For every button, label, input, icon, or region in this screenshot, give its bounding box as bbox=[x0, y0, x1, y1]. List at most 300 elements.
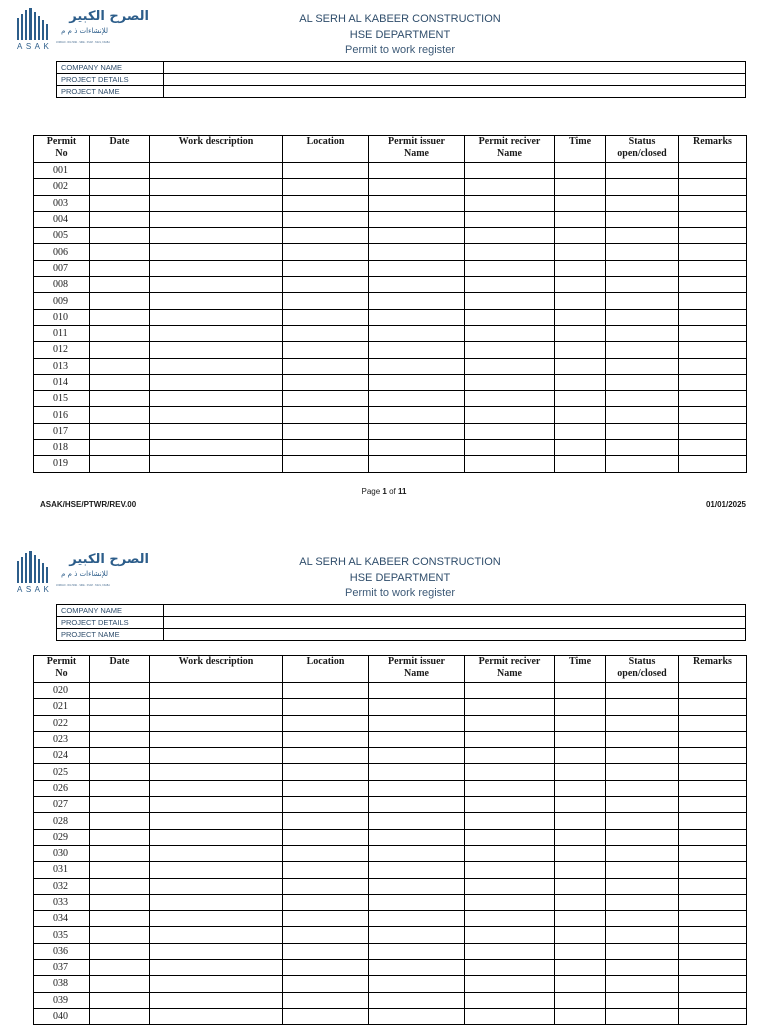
table-cell[interactable] bbox=[150, 894, 283, 910]
table-cell[interactable] bbox=[606, 862, 679, 878]
table-cell[interactable] bbox=[555, 423, 606, 439]
table-cell[interactable] bbox=[369, 715, 465, 731]
table-cell[interactable] bbox=[90, 976, 150, 992]
table-cell[interactable] bbox=[679, 244, 747, 260]
table-cell[interactable] bbox=[465, 342, 555, 358]
table-cell[interactable] bbox=[606, 715, 679, 731]
table-cell[interactable] bbox=[606, 211, 679, 227]
table-cell[interactable] bbox=[555, 260, 606, 276]
table-cell[interactable] bbox=[283, 780, 369, 796]
table-cell[interactable] bbox=[150, 764, 283, 780]
table-cell[interactable] bbox=[465, 407, 555, 423]
table-cell[interactable] bbox=[90, 829, 150, 845]
table-cell[interactable] bbox=[90, 293, 150, 309]
table-cell[interactable] bbox=[150, 813, 283, 829]
table-cell[interactable] bbox=[465, 358, 555, 374]
table-cell[interactable] bbox=[90, 342, 150, 358]
table-cell[interactable] bbox=[465, 764, 555, 780]
table-cell[interactable] bbox=[606, 293, 679, 309]
table-cell[interactable] bbox=[555, 813, 606, 829]
table-cell[interactable] bbox=[283, 960, 369, 976]
table-cell[interactable] bbox=[369, 325, 465, 341]
table-cell[interactable] bbox=[283, 179, 369, 195]
table-cell[interactable] bbox=[465, 211, 555, 227]
table-cell[interactable] bbox=[465, 829, 555, 845]
table-cell[interactable] bbox=[555, 927, 606, 943]
table-cell[interactable] bbox=[555, 976, 606, 992]
table-cell[interactable] bbox=[369, 699, 465, 715]
table-cell[interactable] bbox=[90, 813, 150, 829]
table-cell[interactable] bbox=[369, 1008, 465, 1024]
table-cell[interactable] bbox=[369, 943, 465, 959]
table-cell[interactable] bbox=[150, 731, 283, 747]
table-cell[interactable] bbox=[283, 358, 369, 374]
table-cell[interactable] bbox=[555, 391, 606, 407]
table-cell[interactable] bbox=[465, 374, 555, 390]
table-cell[interactable] bbox=[283, 699, 369, 715]
table-cell[interactable] bbox=[369, 927, 465, 943]
table-cell[interactable] bbox=[369, 293, 465, 309]
table-cell[interactable] bbox=[606, 407, 679, 423]
table-cell[interactable] bbox=[465, 277, 555, 293]
table-cell[interactable] bbox=[150, 325, 283, 341]
table-cell[interactable] bbox=[90, 423, 150, 439]
table-cell[interactable] bbox=[369, 797, 465, 813]
company-name-field[interactable] bbox=[164, 62, 746, 74]
table-cell[interactable] bbox=[555, 862, 606, 878]
table-cell[interactable] bbox=[150, 699, 283, 715]
table-cell[interactable] bbox=[369, 780, 465, 796]
table-cell[interactable] bbox=[679, 407, 747, 423]
table-cell[interactable] bbox=[150, 244, 283, 260]
table-cell[interactable] bbox=[679, 992, 747, 1008]
table-cell[interactable] bbox=[150, 195, 283, 211]
table-cell[interactable] bbox=[679, 228, 747, 244]
table-cell[interactable] bbox=[555, 440, 606, 456]
table-cell[interactable] bbox=[283, 423, 369, 439]
table-cell[interactable] bbox=[369, 440, 465, 456]
table-cell[interactable] bbox=[369, 976, 465, 992]
table-cell[interactable] bbox=[555, 797, 606, 813]
table-cell[interactable] bbox=[679, 293, 747, 309]
table-cell[interactable] bbox=[555, 325, 606, 341]
table-cell[interactable] bbox=[369, 845, 465, 861]
table-cell[interactable] bbox=[369, 195, 465, 211]
table-cell[interactable] bbox=[679, 911, 747, 927]
table-cell[interactable] bbox=[90, 748, 150, 764]
table-cell[interactable] bbox=[150, 211, 283, 227]
table-cell[interactable] bbox=[606, 797, 679, 813]
table-cell[interactable] bbox=[555, 699, 606, 715]
table-cell[interactable] bbox=[679, 927, 747, 943]
table-cell[interactable] bbox=[283, 976, 369, 992]
table-cell[interactable] bbox=[369, 862, 465, 878]
table-cell[interactable] bbox=[90, 715, 150, 731]
table-cell[interactable] bbox=[555, 374, 606, 390]
table-cell[interactable] bbox=[90, 277, 150, 293]
table-cell[interactable] bbox=[369, 260, 465, 276]
table-cell[interactable] bbox=[369, 683, 465, 699]
table-cell[interactable] bbox=[465, 1008, 555, 1024]
table-cell[interactable] bbox=[465, 862, 555, 878]
table-cell[interactable] bbox=[679, 1008, 747, 1024]
table-cell[interactable] bbox=[150, 911, 283, 927]
table-cell[interactable] bbox=[679, 878, 747, 894]
table-cell[interactable] bbox=[150, 715, 283, 731]
table-cell[interactable] bbox=[90, 894, 150, 910]
table-cell[interactable] bbox=[606, 927, 679, 943]
table-cell[interactable] bbox=[606, 764, 679, 780]
project-name-field[interactable] bbox=[164, 629, 746, 641]
table-cell[interactable] bbox=[150, 423, 283, 439]
table-cell[interactable] bbox=[283, 797, 369, 813]
table-cell[interactable] bbox=[555, 358, 606, 374]
table-cell[interactable] bbox=[90, 943, 150, 959]
table-cell[interactable] bbox=[150, 179, 283, 195]
table-cell[interactable] bbox=[606, 976, 679, 992]
table-cell[interactable] bbox=[465, 927, 555, 943]
table-cell[interactable] bbox=[150, 862, 283, 878]
table-cell[interactable] bbox=[283, 764, 369, 780]
table-cell[interactable] bbox=[150, 1008, 283, 1024]
table-cell[interactable] bbox=[369, 179, 465, 195]
table-cell[interactable] bbox=[679, 731, 747, 747]
table-cell[interactable] bbox=[465, 309, 555, 325]
table-cell[interactable] bbox=[150, 960, 283, 976]
table-cell[interactable] bbox=[150, 943, 283, 959]
table-cell[interactable] bbox=[90, 764, 150, 780]
table-cell[interactable] bbox=[679, 309, 747, 325]
table-cell[interactable] bbox=[90, 1008, 150, 1024]
table-cell[interactable] bbox=[150, 440, 283, 456]
table-cell[interactable] bbox=[90, 407, 150, 423]
table-cell[interactable] bbox=[465, 293, 555, 309]
table-cell[interactable] bbox=[283, 195, 369, 211]
table-cell[interactable] bbox=[606, 423, 679, 439]
table-cell[interactable] bbox=[679, 440, 747, 456]
table-cell[interactable] bbox=[679, 943, 747, 959]
table-cell[interactable] bbox=[679, 195, 747, 211]
table-cell[interactable] bbox=[465, 894, 555, 910]
table-cell[interactable] bbox=[606, 309, 679, 325]
project-details-field[interactable] bbox=[164, 74, 746, 86]
table-cell[interactable] bbox=[606, 374, 679, 390]
project-details-field[interactable] bbox=[164, 617, 746, 629]
table-cell[interactable] bbox=[150, 927, 283, 943]
table-cell[interactable] bbox=[606, 163, 679, 179]
table-cell[interactable] bbox=[369, 244, 465, 260]
table-cell[interactable] bbox=[283, 748, 369, 764]
table-cell[interactable] bbox=[679, 715, 747, 731]
table-cell[interactable] bbox=[150, 748, 283, 764]
table-cell[interactable] bbox=[606, 731, 679, 747]
table-cell[interactable] bbox=[90, 440, 150, 456]
table-cell[interactable] bbox=[369, 894, 465, 910]
table-cell[interactable] bbox=[90, 731, 150, 747]
table-cell[interactable] bbox=[369, 277, 465, 293]
table-cell[interactable] bbox=[283, 813, 369, 829]
table-cell[interactable] bbox=[283, 829, 369, 845]
table-cell[interactable] bbox=[90, 260, 150, 276]
table-cell[interactable] bbox=[679, 374, 747, 390]
table-cell[interactable] bbox=[555, 179, 606, 195]
table-cell[interactable] bbox=[606, 342, 679, 358]
table-cell[interactable] bbox=[369, 813, 465, 829]
table-cell[interactable] bbox=[679, 456, 747, 472]
table-cell[interactable] bbox=[369, 342, 465, 358]
table-cell[interactable] bbox=[606, 683, 679, 699]
table-cell[interactable] bbox=[369, 878, 465, 894]
table-cell[interactable] bbox=[90, 960, 150, 976]
table-cell[interactable] bbox=[679, 391, 747, 407]
table-cell[interactable] bbox=[90, 195, 150, 211]
table-cell[interactable] bbox=[90, 391, 150, 407]
table-cell[interactable] bbox=[465, 960, 555, 976]
table-cell[interactable] bbox=[465, 748, 555, 764]
table-cell[interactable] bbox=[465, 976, 555, 992]
table-cell[interactable] bbox=[555, 163, 606, 179]
table-cell[interactable] bbox=[90, 325, 150, 341]
table-cell[interactable] bbox=[555, 1008, 606, 1024]
table-cell[interactable] bbox=[150, 780, 283, 796]
table-cell[interactable] bbox=[679, 179, 747, 195]
table-cell[interactable] bbox=[606, 699, 679, 715]
table-cell[interactable] bbox=[555, 764, 606, 780]
table-cell[interactable] bbox=[90, 845, 150, 861]
table-cell[interactable] bbox=[369, 358, 465, 374]
table-cell[interactable] bbox=[150, 374, 283, 390]
table-cell[interactable] bbox=[465, 845, 555, 861]
table-cell[interactable] bbox=[606, 260, 679, 276]
table-cell[interactable] bbox=[150, 878, 283, 894]
table-cell[interactable] bbox=[283, 228, 369, 244]
table-cell[interactable] bbox=[465, 780, 555, 796]
table-cell[interactable] bbox=[606, 325, 679, 341]
table-cell[interactable] bbox=[283, 911, 369, 927]
table-cell[interactable] bbox=[606, 1008, 679, 1024]
table-cell[interactable] bbox=[283, 260, 369, 276]
table-cell[interactable] bbox=[606, 960, 679, 976]
table-cell[interactable] bbox=[465, 911, 555, 927]
table-cell[interactable] bbox=[606, 179, 679, 195]
table-cell[interactable] bbox=[283, 163, 369, 179]
table-cell[interactable] bbox=[465, 992, 555, 1008]
table-cell[interactable] bbox=[606, 358, 679, 374]
table-cell[interactable] bbox=[555, 829, 606, 845]
table-cell[interactable] bbox=[150, 228, 283, 244]
table-cell[interactable] bbox=[90, 780, 150, 796]
table-cell[interactable] bbox=[283, 211, 369, 227]
table-cell[interactable] bbox=[679, 342, 747, 358]
table-cell[interactable] bbox=[369, 911, 465, 927]
table-cell[interactable] bbox=[465, 391, 555, 407]
table-cell[interactable] bbox=[465, 731, 555, 747]
table-cell[interactable] bbox=[283, 715, 369, 731]
table-cell[interactable] bbox=[283, 894, 369, 910]
table-cell[interactable] bbox=[90, 456, 150, 472]
table-cell[interactable] bbox=[90, 927, 150, 943]
table-cell[interactable] bbox=[606, 845, 679, 861]
table-cell[interactable] bbox=[465, 456, 555, 472]
table-cell[interactable] bbox=[369, 764, 465, 780]
table-cell[interactable] bbox=[465, 813, 555, 829]
table-cell[interactable] bbox=[679, 797, 747, 813]
table-cell[interactable] bbox=[679, 862, 747, 878]
table-cell[interactable] bbox=[555, 407, 606, 423]
table-cell[interactable] bbox=[465, 325, 555, 341]
table-cell[interactable] bbox=[90, 179, 150, 195]
table-cell[interactable] bbox=[283, 992, 369, 1008]
table-cell[interactable] bbox=[606, 878, 679, 894]
table-cell[interactable] bbox=[606, 244, 679, 260]
table-cell[interactable] bbox=[679, 211, 747, 227]
table-cell[interactable] bbox=[606, 894, 679, 910]
table-cell[interactable] bbox=[555, 960, 606, 976]
table-cell[interactable] bbox=[679, 277, 747, 293]
table-cell[interactable] bbox=[283, 244, 369, 260]
table-cell[interactable] bbox=[369, 163, 465, 179]
table-cell[interactable] bbox=[555, 992, 606, 1008]
table-cell[interactable] bbox=[555, 211, 606, 227]
table-cell[interactable] bbox=[90, 211, 150, 227]
table-cell[interactable] bbox=[555, 293, 606, 309]
table-cell[interactable] bbox=[283, 391, 369, 407]
table-cell[interactable] bbox=[90, 374, 150, 390]
table-cell[interactable] bbox=[555, 228, 606, 244]
table-cell[interactable] bbox=[283, 342, 369, 358]
table-cell[interactable] bbox=[283, 277, 369, 293]
table-cell[interactable] bbox=[465, 797, 555, 813]
table-cell[interactable] bbox=[90, 163, 150, 179]
table-cell[interactable] bbox=[283, 293, 369, 309]
table-cell[interactable] bbox=[369, 829, 465, 845]
table-cell[interactable] bbox=[283, 878, 369, 894]
table-cell[interactable] bbox=[150, 342, 283, 358]
table-cell[interactable] bbox=[555, 780, 606, 796]
table-cell[interactable] bbox=[465, 423, 555, 439]
table-cell[interactable] bbox=[283, 407, 369, 423]
table-cell[interactable] bbox=[679, 748, 747, 764]
table-cell[interactable] bbox=[283, 683, 369, 699]
table-cell[interactable] bbox=[679, 813, 747, 829]
table-cell[interactable] bbox=[150, 163, 283, 179]
table-cell[interactable] bbox=[679, 960, 747, 976]
table-cell[interactable] bbox=[369, 960, 465, 976]
table-cell[interactable] bbox=[606, 456, 679, 472]
table-cell[interactable] bbox=[369, 748, 465, 764]
table-cell[interactable] bbox=[369, 374, 465, 390]
table-cell[interactable] bbox=[369, 407, 465, 423]
table-cell[interactable] bbox=[90, 244, 150, 260]
table-cell[interactable] bbox=[90, 911, 150, 927]
table-cell[interactable] bbox=[369, 391, 465, 407]
table-cell[interactable] bbox=[283, 325, 369, 341]
table-cell[interactable] bbox=[555, 244, 606, 260]
table-cell[interactable] bbox=[555, 878, 606, 894]
table-cell[interactable] bbox=[150, 797, 283, 813]
project-name-field[interactable] bbox=[164, 86, 746, 98]
table-cell[interactable] bbox=[606, 748, 679, 764]
table-cell[interactable] bbox=[679, 683, 747, 699]
table-cell[interactable] bbox=[555, 943, 606, 959]
table-cell[interactable] bbox=[606, 943, 679, 959]
table-cell[interactable] bbox=[679, 163, 747, 179]
table-cell[interactable] bbox=[679, 894, 747, 910]
table-cell[interactable] bbox=[555, 845, 606, 861]
table-cell[interactable] bbox=[150, 277, 283, 293]
table-cell[interactable] bbox=[150, 260, 283, 276]
table-cell[interactable] bbox=[150, 456, 283, 472]
table-cell[interactable] bbox=[150, 683, 283, 699]
table-cell[interactable] bbox=[555, 309, 606, 325]
table-cell[interactable] bbox=[679, 780, 747, 796]
table-cell[interactable] bbox=[150, 976, 283, 992]
table-cell[interactable] bbox=[465, 878, 555, 894]
table-cell[interactable] bbox=[555, 748, 606, 764]
table-cell[interactable] bbox=[679, 845, 747, 861]
table-cell[interactable] bbox=[679, 764, 747, 780]
table-cell[interactable] bbox=[679, 325, 747, 341]
table-cell[interactable] bbox=[90, 797, 150, 813]
table-cell[interactable] bbox=[150, 845, 283, 861]
table-cell[interactable] bbox=[150, 358, 283, 374]
table-cell[interactable] bbox=[606, 780, 679, 796]
table-cell[interactable] bbox=[369, 992, 465, 1008]
table-cell[interactable] bbox=[679, 699, 747, 715]
table-cell[interactable] bbox=[606, 992, 679, 1008]
table-cell[interactable] bbox=[283, 456, 369, 472]
table-cell[interactable] bbox=[606, 440, 679, 456]
table-cell[interactable] bbox=[150, 829, 283, 845]
table-cell[interactable] bbox=[555, 911, 606, 927]
table-cell[interactable] bbox=[555, 683, 606, 699]
table-cell[interactable] bbox=[369, 211, 465, 227]
table-cell[interactable] bbox=[369, 731, 465, 747]
table-cell[interactable] bbox=[679, 358, 747, 374]
table-cell[interactable] bbox=[369, 456, 465, 472]
company-name-field[interactable] bbox=[164, 605, 746, 617]
table-cell[interactable] bbox=[465, 440, 555, 456]
table-cell[interactable] bbox=[90, 358, 150, 374]
table-cell[interactable] bbox=[369, 228, 465, 244]
table-cell[interactable] bbox=[283, 1008, 369, 1024]
table-cell[interactable] bbox=[150, 992, 283, 1008]
table-cell[interactable] bbox=[465, 195, 555, 211]
table-cell[interactable] bbox=[465, 699, 555, 715]
table-cell[interactable] bbox=[679, 423, 747, 439]
table-cell[interactable] bbox=[283, 862, 369, 878]
table-cell[interactable] bbox=[465, 683, 555, 699]
table-cell[interactable] bbox=[555, 456, 606, 472]
table-cell[interactable] bbox=[555, 342, 606, 358]
table-cell[interactable] bbox=[90, 992, 150, 1008]
table-cell[interactable] bbox=[90, 699, 150, 715]
table-cell[interactable] bbox=[606, 911, 679, 927]
table-cell[interactable] bbox=[679, 260, 747, 276]
table-cell[interactable] bbox=[90, 309, 150, 325]
table-cell[interactable] bbox=[150, 309, 283, 325]
table-cell[interactable] bbox=[465, 715, 555, 731]
table-cell[interactable] bbox=[369, 309, 465, 325]
table-cell[interactable] bbox=[90, 683, 150, 699]
table-cell[interactable] bbox=[606, 813, 679, 829]
table-cell[interactable] bbox=[90, 878, 150, 894]
table-cell[interactable] bbox=[606, 195, 679, 211]
table-cell[interactable] bbox=[283, 943, 369, 959]
table-cell[interactable] bbox=[369, 423, 465, 439]
table-cell[interactable] bbox=[679, 976, 747, 992]
table-cell[interactable] bbox=[90, 862, 150, 878]
